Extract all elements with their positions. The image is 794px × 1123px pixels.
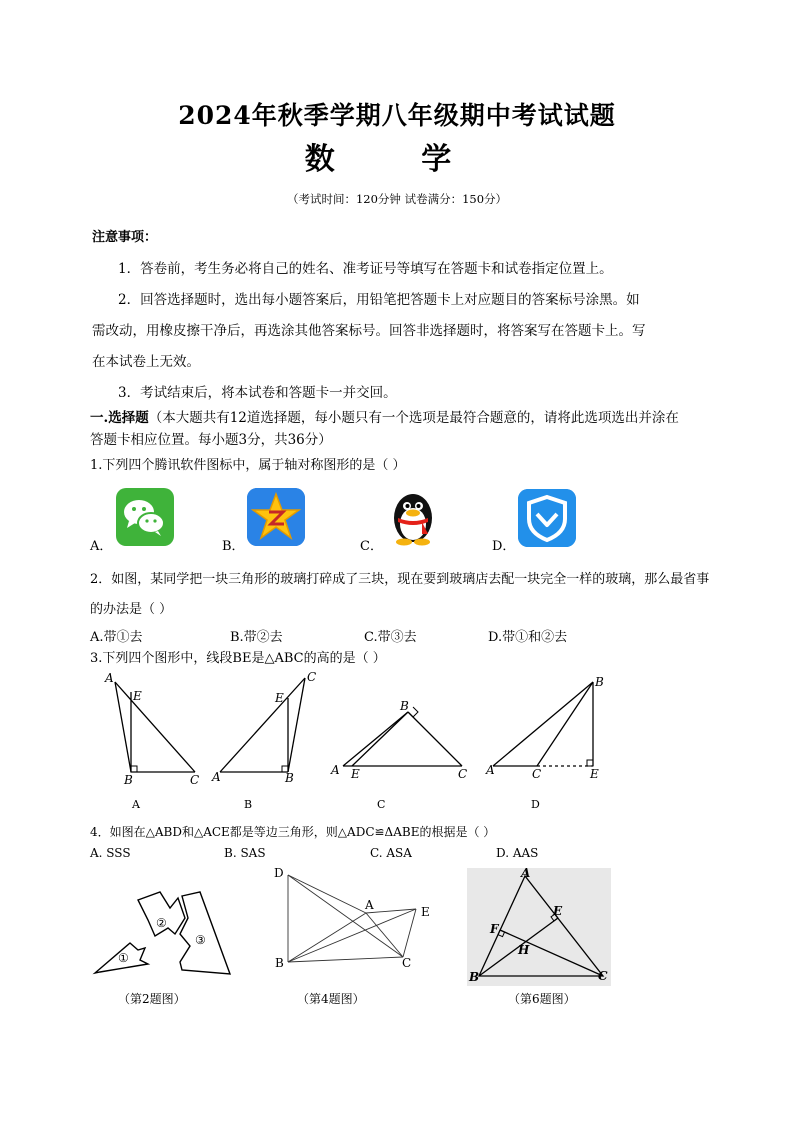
exam-info: （考试时间：120分钟 试卷满分：150分） (286, 192, 508, 206)
q4-option-a: A. SSS (90, 846, 131, 860)
note-item-2-line-1: 2．回答选择题时，选出每小题答案后，用铅笔把答题卡上对应题目的答案标号涂黑。如 (118, 292, 640, 308)
q3-fig-d-label: C (532, 767, 542, 781)
q3-fig-d-label: B (595, 675, 604, 689)
q1-option-d: D． (492, 539, 516, 554)
section-1-desc-line-1: （本大题共有12道选择题，每小题只有一个选项是最符合题意的，请将此选项选出并涂在 (148, 410, 679, 426)
qq-penguin-icon (384, 488, 442, 546)
fig2-caption: （第2题图） (118, 992, 186, 1006)
q2-option-d: D.带①和②去 (488, 630, 568, 645)
note-item-1: 1．答卷前，考生务必将自己的姓名、准考证号等填写在答题卡和试卷指定位置上。 (118, 261, 613, 277)
section-1-desc-line-2: 答题卡相应位置。每小题3分，共36分） (90, 432, 332, 448)
fig4-caption: （第4题图） (297, 992, 365, 1006)
fig6-label: E (553, 904, 563, 918)
q3-fig-b-label: B (285, 771, 294, 785)
q3-fig-c-label: C (458, 767, 468, 781)
q4-option-c: C. ASA (370, 846, 412, 860)
fig4-label: D (274, 866, 284, 880)
q3-fig-c-label: A (331, 763, 340, 777)
fig6-label: A (521, 868, 531, 880)
note-item-2-line-2: 需改动，用橡皮擦干净后，再选涂其他答案标号。回答非选择题时，将答案写在答题卡上。写 (92, 323, 646, 339)
fig4-label: A (365, 898, 374, 912)
fig4-label: B (275, 956, 284, 970)
q1-option-c: C． (360, 539, 383, 554)
q2-stem-line-2: 的办法是（ ） (90, 602, 173, 617)
q3-caption-c: C (377, 798, 386, 811)
subject-title: 数 学 (304, 142, 490, 177)
fig2-label-3: ③ (195, 933, 206, 947)
q3-fig-d-label: A (486, 763, 495, 777)
q3-fig-c-label: B (400, 699, 409, 713)
fig6-triangle (467, 868, 611, 986)
q3-caption-b: B (244, 798, 253, 811)
q3-stem: 3.下列四个图形中，线段BE是△ABC的高的是（ ） (90, 651, 386, 666)
q2-option-b: B.带②去 (230, 630, 283, 645)
q4-option-b: B. SAS (224, 846, 266, 860)
fig2-label-2: ② (156, 916, 167, 930)
q2-stem-line-1: 2．如图，某同学把一块三角形的玻璃打碎成了三块，现在要到玻璃店去配一块完全一样的玻璃，那么最省事 (90, 572, 710, 587)
fig6-label: H (518, 943, 530, 957)
q3-fig-a-label: A (105, 671, 114, 685)
tencent-manager-icon (518, 489, 576, 547)
q1-option-b: B． (222, 539, 245, 554)
q3-caption-d: D (531, 798, 540, 811)
note-item-3: 3．考试结束后，将本试卷和答题卡一并交回。 (118, 385, 397, 401)
q1-stem: 1.下列四个腾讯软件图标中，属于轴对称图形的是（ ） (90, 458, 406, 473)
section-1-line-1 (90, 406, 679, 426)
fig2-label-1: ① (118, 951, 129, 965)
q4-option-d: D. AAS (496, 846, 539, 860)
fig4-triangles (268, 865, 438, 975)
fig6-caption: （第6题图） (508, 992, 576, 1006)
q1-option-a: A． (90, 539, 113, 554)
q3-fig-b-label: C (307, 670, 317, 684)
notes-heading: 注意事项： (92, 230, 158, 245)
q3-fig-a-label: C (190, 773, 200, 787)
wechat-icon (116, 488, 174, 546)
q3-fig-d-label: E (590, 767, 599, 781)
fig6-label: B (469, 970, 480, 984)
q3-figures (100, 668, 620, 818)
fig6-label: F (490, 922, 499, 936)
note-item-2-line-3: 在本试卷上无效。 (92, 354, 200, 370)
fig2-broken-glass (90, 888, 240, 980)
q3-fig-b-label: E (275, 691, 284, 705)
q3-fig-a-label: E (133, 689, 142, 703)
fig6-label: C (598, 969, 608, 983)
q3-fig-a-label: B (124, 773, 133, 787)
fig4-label: E (421, 905, 430, 919)
q2-option-a: A.带①去 (90, 630, 143, 645)
q3-caption-a: A (132, 798, 140, 811)
q2-option-c: C.带③去 (364, 630, 417, 645)
fig4-label: C (402, 956, 412, 970)
section-1-heading: 一.选择题 (90, 410, 149, 426)
exam-title: 2024年秋季学期八年级期中考试试题 (178, 101, 616, 130)
q3-fig-b-label: A (212, 770, 221, 784)
q4-stem: 4．如图在△ABD和△ACE都是等边三角形，则△ADC≌ΔABE的根据是（ ） (90, 825, 496, 839)
q3-fig-c-label: E (351, 767, 360, 781)
qzone-icon (247, 488, 305, 546)
